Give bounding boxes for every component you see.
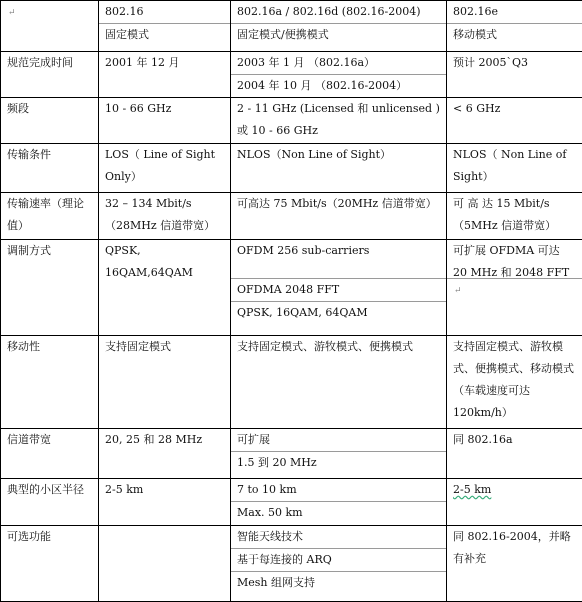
table-cell: QPSK, 16QAM,64QAM [99, 240, 231, 336]
table-cell: NLOS（ Non Line of Sight） [447, 144, 582, 193]
header-row [1, 1, 582, 52]
table-cell: 同 802.16-2004，并略有补充 [447, 526, 582, 602]
row-label: 传输条件 [1, 144, 99, 193]
header-corner: ↵ [1, 1, 99, 52]
table-cell: 可 高 达 15 Mbit/s（5MHz 信道带宽） [447, 193, 582, 240]
table-cell: 2003 年 1 月 （802.16a） 2004 年 10 月 （802.16-2004） [231, 52, 447, 98]
table-row [1, 193, 582, 240]
table-cell: OFDM 256 sub-carriers OFDMA 2048 FFT QPSK, 16QAM, 64QAM [231, 240, 447, 336]
row-label: 调制方式 [1, 240, 99, 336]
table-cell: 2-5 km [99, 479, 231, 526]
row-label: 传输速率（理论值） [1, 193, 99, 240]
table-cell: 7 to 10 km Max. 50 km [231, 479, 447, 526]
table-row [1, 240, 582, 336]
table-cell [99, 526, 231, 602]
table-cell: 支持固定模式 [99, 336, 231, 429]
table-cell: NLOS（Non Line of Sight） [231, 144, 447, 193]
table-cell: 可扩展 1.5 到 20 MHz [231, 429, 447, 479]
row-label: 移动性 [1, 336, 99, 429]
table-cell: < 6 GHz [447, 98, 582, 144]
table-row [1, 429, 582, 479]
row-label: 典型的小区半径 [1, 479, 99, 526]
row-label: 可选功能 [1, 526, 99, 602]
table-cell: 支持固定模式、游牧模式、便携模式 [231, 336, 447, 429]
table-cell: 20, 25 和 28 MHz [99, 429, 231, 479]
table-row [1, 526, 582, 602]
table-cell: 支持固定模式、游牧模式、便携模式、移动模式（车载速度可达 120km/h） [447, 336, 582, 429]
table-row [1, 144, 582, 193]
table-row [1, 479, 582, 526]
table-cell: LOS（ Line of Sight Only） [99, 144, 231, 193]
row-label: 信道带宽 [1, 429, 99, 479]
table-cell: 32 – 134 Mbit/s（28MHz 信道带宽） [99, 193, 231, 240]
header-cell-802-16: 802.16 固定模式 [99, 1, 231, 52]
table-cell: 10 - 66 GHz [99, 98, 231, 144]
table-cell: 2 - 11 GHz (Licensed 和 unlicensed )或 10 - 66 GHz [231, 98, 447, 144]
table-row [1, 98, 582, 144]
table-cell: 可扩展 OFDMA 可达 20 MHz 和 2048 FFT ↵ [447, 240, 582, 336]
table-cell: 同 802.16a [447, 429, 582, 479]
row-label: 频段 [1, 98, 99, 144]
table-cell: 可高达 75 Mbit/s（20MHz 信道带宽） [231, 193, 447, 240]
table-row [1, 336, 582, 429]
header-cell-802-16e: 802.16e 移动模式 [447, 1, 582, 52]
table-row [1, 52, 582, 98]
row-label: 规范完成时间 [1, 52, 99, 98]
table-cell: 2001 年 12 月 [99, 52, 231, 98]
header-cell-802-16a: 802.16a / 802.16d (802.16-2004) 固定模式/便携模式 [231, 1, 447, 52]
table-cell: 智能天线技术 基于每连接的 ARQ Mesh 组网支持 [231, 526, 447, 602]
table-cell: 预计 2005`Q3 [447, 52, 582, 98]
table-cell: 2-5 km [447, 479, 582, 526]
